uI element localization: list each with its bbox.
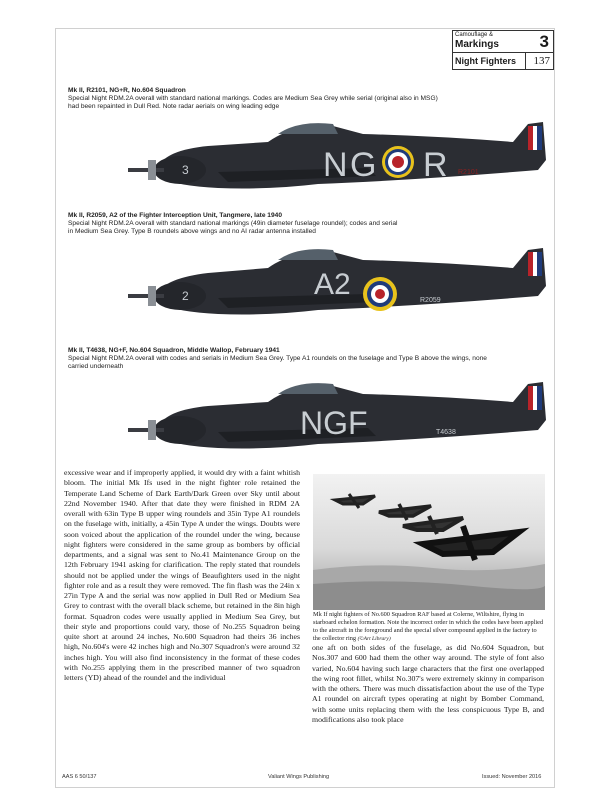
photo-caption [313,611,545,643]
page-number: 137 [533,55,550,67]
fin-flash [528,126,542,150]
fin-flash [528,386,542,410]
footer-right: Issued: November 2016 [482,774,542,780]
paragraph: excessive wear and if improperly applied, it would dry with a faint whitish bloom. The initial Mk Ifs used in the night fighter role retained the Temperate Land Scheme of Dark Earth/Dark Green over Sky until about 22nd November 1940. After that date they were finished in RDM 2A overall with 63in Type B upper wing roundels and 35in Type A1 roundels on the fuselage with, initially, a 45in Type A under the wings. Doubts were soon voiced about the application of the roundel under the wing, because night fighters were considered in the same group as bombers by official departments, and a signal was sent to No.41 Maintenance Group on the 12th February 1941 asking for clarification. The reply stated that roundels should not be applied under the wings of Beaufighters used in the night fighter role and as a result they were removed. The fin flash was the 24in x 27in Type A and the serial was now applied in Dull Red or Medium Sea Grey to contrast with the overall black scheme, but retained in the 8in high format. Squadron codes were usually applied in Medium Sea Grey, but their style and proportions could vary, those of No.255 Squadron being quite short at around 24 inches, No.600 Squadron had theirs 36 inches high, No.604's were 42 inches high and No.307 Squadron's were around 32 inches high. You will also find inconsistency in the format of these codes with No.255 applying them in the prescribed manner of two squadron letters (YD) ahead of the roundel and the individual [64,468,300,682]
profile-description: Special Night RDM.2A overall with standard national markings (49in diameter fuselage roundel); codes and serial in Medium Sea Grey. Type B roundels above wings and no AI radar antenna installed [68,220,398,236]
profile-description: Special Night RDM.2A overall with standard national markings. Codes are Medium Sea Grey while serial (original also in MSG) had been repainted in Dull Red. Note radar aerials on wing leading edge [68,95,438,111]
header-section-row [453,31,553,53]
profile-title: Mk II, R2101, NG+R, No.604 Squadron [68,87,186,94]
aircraft-profile-3 [118,372,550,468]
fuselage-roundel [363,277,397,311]
serial: R2059 [420,297,441,304]
header-topic-row [453,53,553,70]
profile-caption-3 [68,347,508,372]
aircraft-code: A2 [314,268,351,301]
footer-center: Valiant Wings Publishing [268,774,330,780]
profile-title: Mk II, R2059, A2 of the Fighter Interception Unit, Tangmere, late 1940 [68,212,282,219]
page-header [452,30,554,70]
profile-caption-1 [68,87,438,112]
aircraft-letter: R [423,146,448,184]
photo-credit: (©Art Library) [357,636,391,642]
aircraft-code: NGF [300,405,368,441]
nose-number: 3 [182,163,189,177]
section-label: Markings [455,39,499,50]
footer-left: AAS 6 50/137 [62,774,97,780]
profile-description: Special Night RDM.2A overall with codes and serials in Medium Sea Grey. Type A1 roundels on the fuselage and Type B above the wings, none carried underneath [68,355,487,371]
squadron-code-1: N [323,146,348,184]
body-text-right [312,643,544,725]
serial: T4638 [436,429,456,436]
profile-title: Mk II, T4638, NG+F, No.604 Squadron, Middle Wallop, February 1941 [68,347,280,354]
chapter-number: 3 [539,32,549,51]
paragraph: one aft on both sides of the fuselage, as did No.604 Squadron, but Nos.307 and 600 had them the other way around. The style of font also varied, No.604 having such large characters that the first one overlapped the wing root fillet, whilst No.307's were extremely skinny in comparison with the others. There was much dissatisfaction about the use of the Type A1 roundel on aircraft types operating at night by Bomber Command, with some units replacing them with the less conspicuous Type B, and modifications also took place [312,643,544,724]
nose-number: 2 [182,289,189,303]
squadron-code-2: G [350,146,377,184]
photo-formation [313,474,545,610]
fin-flash [528,252,542,276]
aircraft-profile-2 [118,228,550,328]
aircraft-profile-1 [118,112,550,208]
photo-caption-text: Mk If night fighters of No.600 Squadron RAF based at Colerne, Wiltshire, flying in starboard echelon formation. Note the incorrect order in which the codes have been applied to the aircraft in the foreground and the special silver compound applied in the factory to the collector ring [313,611,544,642]
fuselage-roundel [382,146,414,178]
serial: R2101 [458,169,479,176]
body-text-left [64,468,300,683]
section-label-small: Camouflage & [455,32,494,38]
topic-label: Night Fighters [455,56,516,66]
